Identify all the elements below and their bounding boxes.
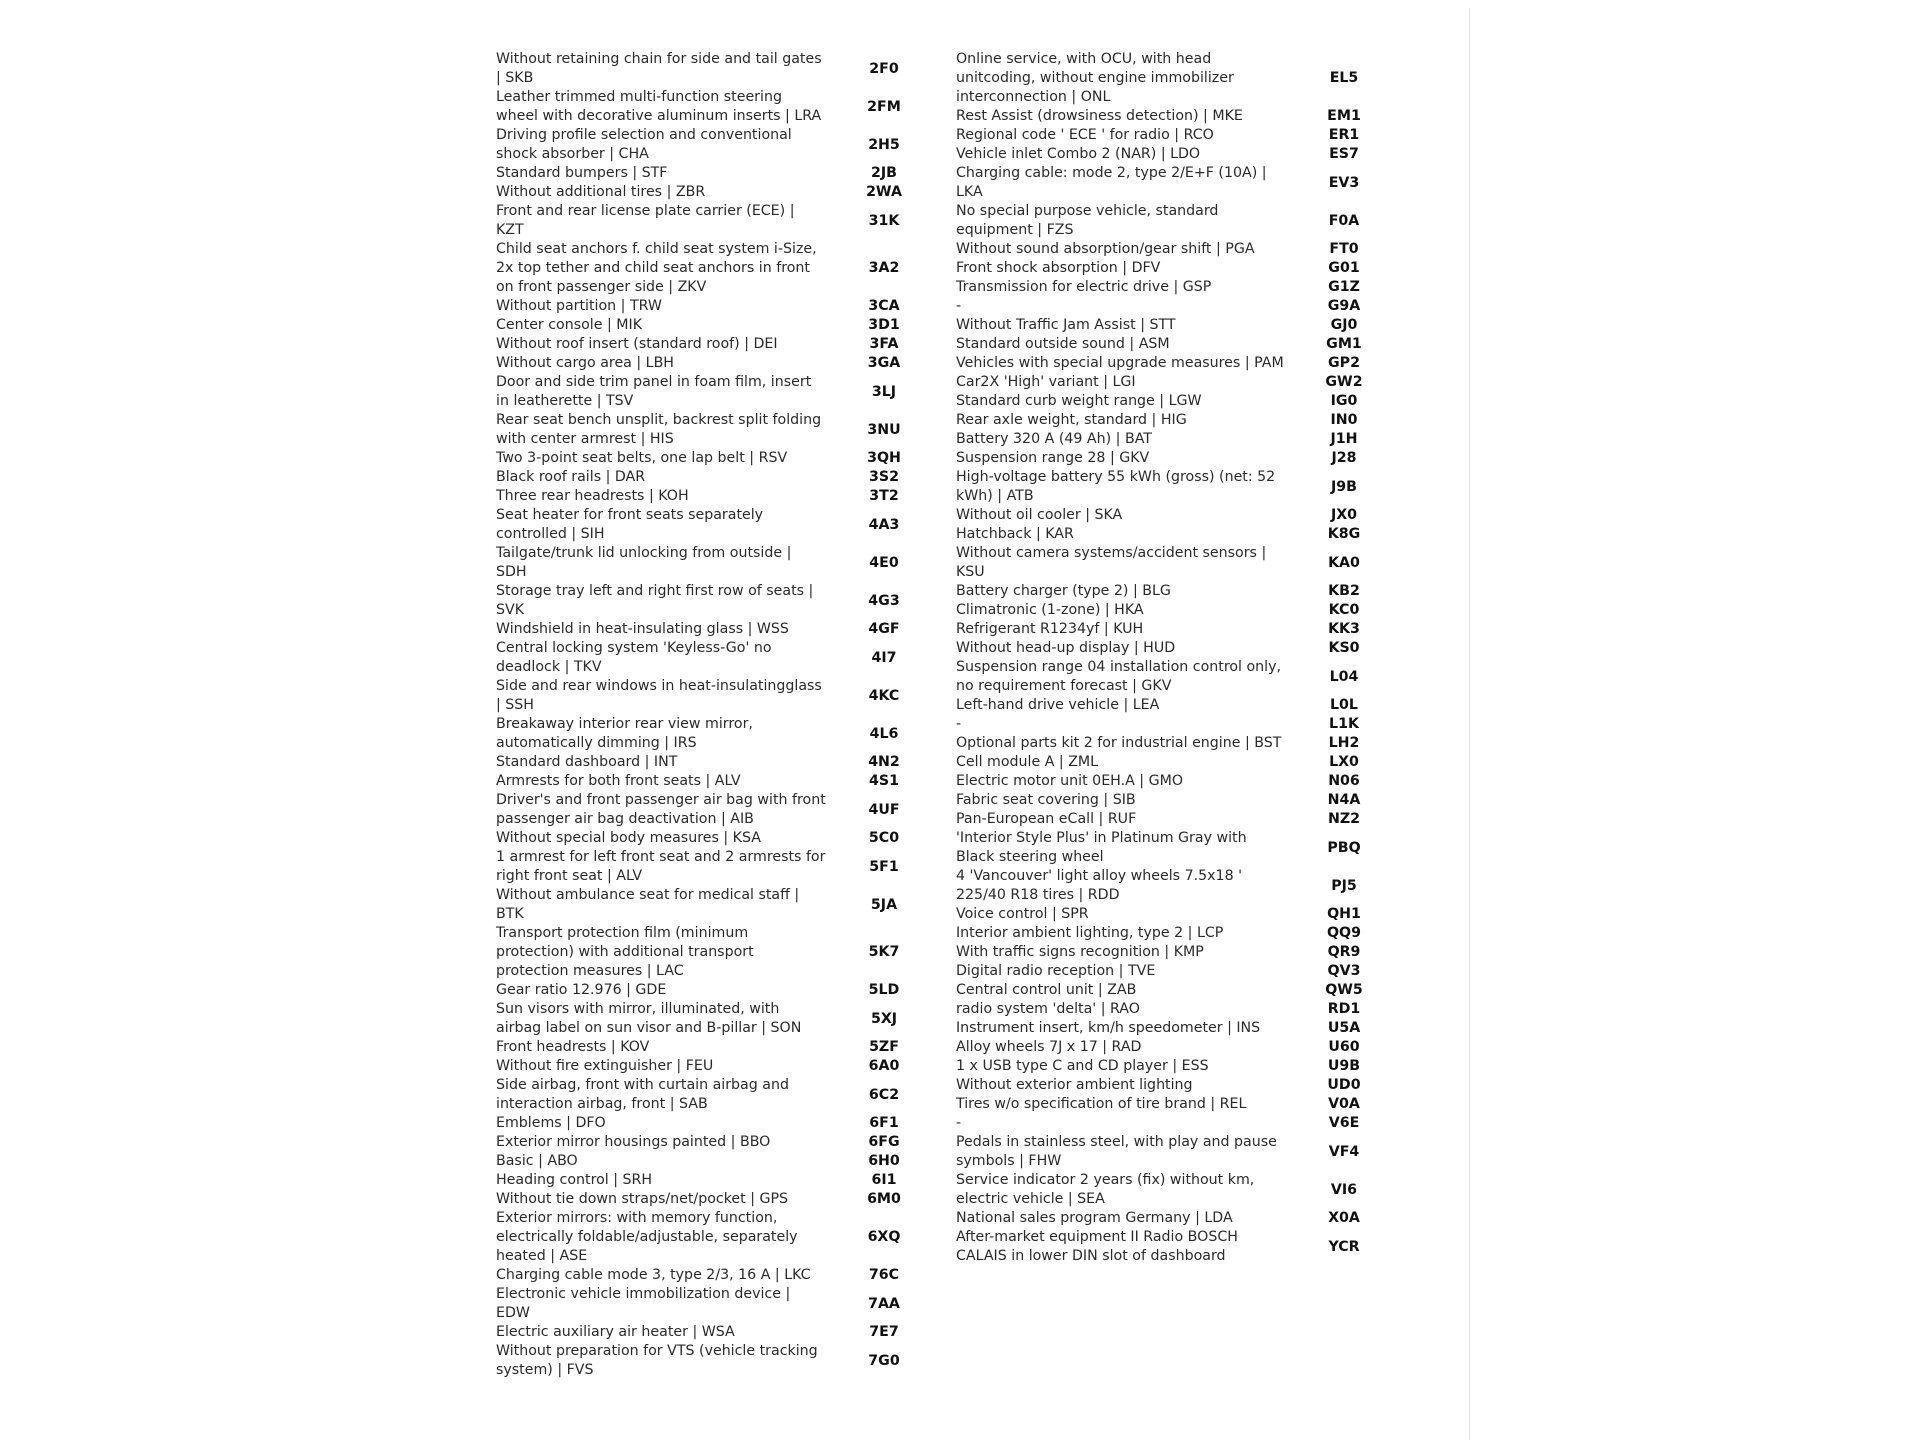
option-description: Regional code ' ECE ' for radio | RCO — [956, 127, 1214, 143]
option-code: 3A2 — [868, 260, 900, 276]
option-row — [956, 50, 1402, 107]
option-description: Leather trimmed multi-function steering wheel with decorative aluminum inserts | LRA — [496, 89, 822, 124]
option-row — [956, 924, 1402, 943]
option-description: Central locking system 'Keyless-Go' no deadlock | TKV — [496, 640, 772, 675]
option-code: QQ9 — [1327, 925, 1361, 941]
option-description: Pedals in stainless steel, with play and pause symbols | FHW — [956, 1134, 1277, 1169]
option-row — [496, 753, 942, 772]
option-row — [956, 981, 1402, 1000]
option-description: Without head-up display | HUD — [956, 640, 1176, 656]
option-description: Driving profile selection and conventional shock absorber | CHA — [496, 127, 792, 162]
option-row — [956, 601, 1402, 620]
option-row — [956, 1133, 1402, 1171]
option-description: Hatchback | KAR — [956, 526, 1074, 542]
option-row — [956, 278, 1402, 297]
option-code: 2JB — [871, 165, 897, 181]
option-description: Windshield in heat-insulating glass | WSS — [496, 621, 789, 637]
option-row — [496, 411, 942, 449]
option-row — [496, 1266, 942, 1285]
option-description: Without sound absorption/gear shift | PGA — [956, 241, 1255, 257]
option-row — [956, 449, 1402, 468]
option-description: Tailgate/trunk lid unlocking from outside | SDH — [496, 545, 792, 580]
option-row — [956, 164, 1402, 202]
option-code: YCR — [1328, 1238, 1360, 1255]
option-description: Car2X 'High' variant | LGI — [956, 374, 1136, 390]
option-code: 4N2 — [868, 754, 900, 770]
option-code: EL5 — [1329, 70, 1359, 86]
option-description: Alloy wheels 7J x 17 | RAD — [956, 1039, 1142, 1055]
option-row — [956, 297, 1402, 316]
option-code: 5LD — [868, 982, 900, 998]
option-description: - — [956, 716, 962, 732]
option-code: 2FM — [867, 98, 901, 115]
option-code: 6M0 — [867, 1191, 901, 1207]
option-code: 3NU — [867, 421, 901, 438]
option-description: Climatronic (1-zone) | HKA — [956, 602, 1144, 618]
option-row — [496, 202, 942, 240]
option-description: Door and side trim panel in foam film, insert in leatherette | TSV — [496, 374, 812, 409]
option-description: Charging cable mode 3, type 2/3, 16 A | LKC — [496, 1267, 811, 1283]
option-code: 4L6 — [869, 725, 899, 742]
option-description: Driver's and front passenger air bag with front passenger air bag deactivation | AIB — [496, 792, 826, 827]
option-code: 4GF — [868, 621, 900, 637]
option-description: Without additional tires | ZBR — [496, 184, 706, 200]
left-option-column — [496, 50, 942, 1380]
option-row — [956, 1114, 1402, 1133]
option-row — [956, 1228, 1402, 1266]
option-description: Without camera systems/accident sensors | KSU — [956, 545, 1267, 580]
option-description: Emblems | DFO — [496, 1115, 606, 1131]
option-description: Instrument insert, km/h speedometer | INS — [956, 1020, 1261, 1036]
option-code: J1H — [1330, 431, 1358, 447]
option-code: GM1 — [1326, 336, 1362, 352]
option-description: Battery charger (type 2) | BLG — [956, 583, 1171, 599]
option-code: GP2 — [1328, 355, 1360, 371]
option-description: Fabric seat covering | SIB — [956, 792, 1136, 808]
option-code: ES7 — [1329, 146, 1359, 162]
option-description: Without tie down straps/net/pocket | GPS — [496, 1191, 789, 1207]
option-row — [496, 240, 942, 297]
option-description: Heading control | SRH — [496, 1172, 653, 1188]
option-row — [956, 620, 1402, 639]
option-row — [956, 1038, 1402, 1057]
option-description: Vehicle inlet Combo 2 (NAR) | LDO — [956, 146, 1201, 162]
option-row — [956, 259, 1402, 278]
option-row — [956, 1209, 1402, 1228]
option-row — [956, 772, 1402, 791]
option-code: LX0 — [1329, 754, 1359, 770]
option-row — [956, 658, 1402, 696]
option-description: Voice control | SPR — [956, 906, 1089, 922]
option-description: 1 x USB type C and CD player | ESS — [956, 1058, 1209, 1074]
option-code: ER1 — [1328, 127, 1360, 143]
option-row — [496, 373, 942, 411]
option-row — [956, 867, 1402, 905]
option-description: After-market equipment II Radio BOSCH CALAIS in lower DIN slot of dashboard — [956, 1229, 1238, 1264]
option-code: 4UF — [868, 801, 900, 818]
option-code: V6E — [1328, 1115, 1360, 1131]
option-description: Electric auxiliary air heater | WSA — [496, 1324, 735, 1340]
option-row — [956, 316, 1402, 335]
option-row — [496, 1323, 942, 1342]
option-row — [496, 981, 942, 1000]
option-description: Pan-European eCall | RUF — [956, 811, 1137, 827]
option-description: Cell module A | ZML — [956, 754, 1099, 770]
option-row — [956, 202, 1402, 240]
option-code: UD0 — [1327, 1077, 1361, 1093]
option-row — [496, 1000, 942, 1038]
option-description: Tires w/o specification of tire brand | REL — [956, 1096, 1247, 1112]
option-code: 7AA — [868, 1295, 900, 1312]
option-row — [956, 411, 1402, 430]
option-code: J28 — [1331, 450, 1357, 466]
option-row — [496, 1209, 942, 1266]
option-row — [956, 905, 1402, 924]
option-description: Without exterior ambient lighting — [956, 1077, 1193, 1093]
option-code: F0A — [1328, 212, 1360, 229]
option-code: VF4 — [1328, 1143, 1360, 1160]
option-code: VI6 — [1330, 1181, 1358, 1198]
option-row — [496, 639, 942, 677]
option-description: High-voltage battery 55 kWh (gross) (net: 52 kWh) | ATB — [956, 469, 1276, 504]
option-code: N4A — [1327, 792, 1361, 808]
option-row — [496, 468, 942, 487]
option-row — [956, 544, 1402, 582]
option-code: G1Z — [1328, 279, 1360, 295]
option-row — [496, 1133, 942, 1152]
option-row — [496, 791, 942, 829]
option-row — [956, 240, 1402, 259]
right-option-column — [956, 50, 1402, 1266]
option-code: IN0 — [1330, 412, 1358, 428]
option-code: 6FG — [868, 1134, 900, 1150]
option-row — [956, 962, 1402, 981]
option-description: Exterior mirror housings painted | BBO — [496, 1134, 771, 1150]
option-code: 2WA — [866, 184, 902, 200]
option-code: 31K — [868, 212, 900, 229]
option-row — [496, 1038, 942, 1057]
option-code: 4G3 — [868, 592, 900, 609]
option-description: Exterior mirrors: with memory function, electrically foldable/adjustable, separately heated | ASE — [496, 1210, 798, 1264]
option-code: 3CA — [868, 298, 900, 314]
option-row — [496, 1152, 942, 1171]
option-row — [496, 183, 942, 202]
option-description: Electronic vehicle immobilization device | EDW — [496, 1286, 791, 1321]
option-row — [496, 487, 942, 506]
option-row — [496, 164, 942, 183]
option-description: Electric motor unit 0EH.A | GMO — [956, 773, 1183, 789]
option-row — [956, 506, 1402, 525]
option-row — [496, 582, 942, 620]
option-code: GJ0 — [1330, 317, 1358, 333]
option-description: Digital radio reception | TVE — [956, 963, 1156, 979]
option-code: IG0 — [1330, 393, 1358, 409]
option-row — [496, 1190, 942, 1209]
option-code: KC0 — [1328, 602, 1360, 618]
option-code: 2F0 — [869, 60, 899, 77]
option-row — [956, 639, 1402, 658]
option-description: Charging cable: mode 2, type 2/E+F (10A) | LKA — [956, 165, 1267, 200]
option-description: Left-hand drive vehicle | LEA — [956, 697, 1160, 713]
option-row — [956, 392, 1402, 411]
option-code: L04 — [1329, 668, 1359, 685]
option-row — [496, 1076, 942, 1114]
option-description: Black roof rails | DAR — [496, 469, 646, 485]
option-description: 'Interior Style Plus' in Platinum Gray with Black steering wheel — [956, 830, 1247, 865]
option-code: 6A0 — [868, 1058, 900, 1074]
option-description: Service indicator 2 years (fix) without km, electric vehicle | SEA — [956, 1172, 1255, 1207]
option-description: Front headrests | KOV — [496, 1039, 650, 1055]
option-code: J9B — [1331, 478, 1357, 495]
option-description: Suspension range 04 installation control only, no requirement forecast | GKV — [956, 659, 1282, 694]
option-description: Interior ambient lighting, type 2 | LCP — [956, 925, 1224, 941]
option-description: Front shock absorption | DFV — [956, 260, 1161, 276]
option-code: 6I1 — [871, 1172, 897, 1188]
option-code: 4I7 — [871, 649, 897, 666]
option-row — [496, 506, 942, 544]
option-code: QW5 — [1325, 982, 1363, 998]
option-code: RD1 — [1327, 1001, 1361, 1017]
option-description: Rear seat bench unsplit, backrest split folding with center armrest | HIS — [496, 412, 822, 447]
option-description: - — [956, 298, 962, 314]
option-description: Without oil cooler | SKA — [956, 507, 1123, 523]
option-description: 1 armrest for left front seat and 2 armrests for right front seat | ALV — [496, 849, 826, 884]
option-description: Front and rear license plate carrier (ECE) | KZT — [496, 203, 795, 238]
option-description: Suspension range 28 | GKV — [956, 450, 1150, 466]
page-edge-line — [1469, 8, 1470, 1440]
option-description: - — [956, 1115, 962, 1131]
option-description: Without partition | TRW — [496, 298, 662, 314]
option-row — [956, 791, 1402, 810]
option-description: Refrigerant R1234yf | KUH — [956, 621, 1144, 637]
option-row — [496, 316, 942, 335]
option-row — [496, 1285, 942, 1323]
option-row — [496, 1342, 942, 1380]
option-code: 6H0 — [868, 1153, 900, 1169]
option-description: Center console | MIK — [496, 317, 643, 333]
option-code: EV3 — [1328, 174, 1360, 191]
option-row — [956, 829, 1402, 867]
option-code: X0A — [1328, 1210, 1360, 1226]
option-row — [956, 715, 1402, 734]
option-code: PJ5 — [1331, 877, 1357, 894]
option-code: KB2 — [1328, 583, 1360, 599]
option-code: 5C0 — [868, 830, 900, 846]
option-row — [956, 1000, 1402, 1019]
option-code: L1K — [1329, 716, 1359, 732]
option-row — [496, 886, 942, 924]
option-row — [496, 354, 942, 373]
option-description: Without ambulance seat for medical staff | BTK — [496, 887, 800, 922]
option-row — [496, 677, 942, 715]
option-code: U9B — [1327, 1058, 1361, 1074]
option-code: 4A3 — [868, 516, 900, 533]
option-code: 6F1 — [869, 1115, 899, 1131]
option-code: 4S1 — [869, 773, 899, 789]
option-row — [496, 772, 942, 791]
option-code: NZ2 — [1327, 811, 1361, 827]
option-description: Rest Assist (drowsiness detection) | MKE — [956, 108, 1243, 124]
option-code: KA0 — [1328, 554, 1360, 571]
option-row — [496, 126, 942, 164]
option-description: Standard dashboard | INT — [496, 754, 678, 770]
option-code: EM1 — [1327, 108, 1361, 124]
option-code: 3LJ — [871, 383, 897, 400]
option-code: 5ZF — [869, 1039, 899, 1055]
option-row — [956, 810, 1402, 829]
option-description: Side airbag, front with curtain airbag and interaction airbag, front | SAB — [496, 1077, 789, 1112]
option-code: L0L — [1330, 697, 1358, 713]
option-row — [496, 620, 942, 639]
option-row — [956, 1076, 1402, 1095]
option-description: Three rear headrests | KOH — [496, 488, 689, 504]
option-code: GW2 — [1325, 374, 1363, 390]
option-description: Without roof insert (standard roof) | DEI — [496, 336, 778, 352]
option-description: Armrests for both front seats | ALV — [496, 773, 741, 789]
option-code: G9A — [1327, 298, 1361, 314]
option-description: Without fire extinguisher | FEU — [496, 1058, 714, 1074]
option-description: radio system 'delta' | RAO — [956, 1001, 1140, 1017]
option-description: Standard bumpers | STF — [496, 165, 668, 181]
option-row — [956, 753, 1402, 772]
option-row — [496, 544, 942, 582]
option-code: U5A — [1327, 1020, 1361, 1036]
option-code: QH1 — [1327, 906, 1361, 922]
option-description: Breakaway interior rear view mirror, automatically dimming | IRS — [496, 716, 753, 751]
option-row — [956, 373, 1402, 392]
option-row — [496, 449, 942, 468]
option-code: 6XQ — [867, 1229, 901, 1245]
option-row — [956, 1019, 1402, 1038]
option-description: Without preparation for VTS (vehicle tracking system) | FVS — [496, 1343, 818, 1378]
option-row — [956, 354, 1402, 373]
option-code: LH2 — [1328, 735, 1360, 751]
option-row — [956, 1171, 1402, 1209]
option-row — [496, 829, 942, 848]
option-row — [496, 1114, 942, 1133]
option-code: 5F1 — [869, 858, 899, 875]
option-code: G01 — [1328, 260, 1360, 276]
option-code: K8G — [1327, 526, 1361, 542]
option-code: 7G0 — [868, 1352, 900, 1369]
option-description: Basic | ABO — [496, 1153, 578, 1169]
option-description: National sales program Germany | LDA — [956, 1210, 1233, 1226]
option-code: KS0 — [1328, 640, 1360, 656]
option-description: Transmission for electric drive | GSP — [956, 279, 1212, 295]
option-row — [956, 430, 1402, 449]
option-code: 3D1 — [868, 317, 900, 333]
option-code: 6C2 — [868, 1086, 900, 1103]
option-code: 3GA — [867, 355, 901, 371]
option-row — [496, 50, 942, 88]
option-row — [956, 145, 1402, 164]
option-row — [956, 126, 1402, 145]
option-row — [956, 696, 1402, 715]
option-row — [956, 734, 1402, 753]
option-description: Standard curb weight range | LGW — [956, 393, 1202, 409]
option-code: 5K7 — [868, 944, 900, 960]
option-description: Child seat anchors f. child seat system i-Size, 2x top tether and child seat anchors in front on front passenger side | ZKV — [496, 241, 817, 295]
option-row — [496, 924, 942, 981]
option-code: 3S2 — [869, 469, 899, 485]
option-description: Side and rear windows in heat-insulatingglass | SSH — [496, 678, 822, 713]
option-row — [956, 525, 1402, 544]
option-row — [956, 335, 1402, 354]
option-row — [496, 88, 942, 126]
option-code: 4E0 — [869, 554, 899, 571]
option-description: Without cargo area | LBH — [496, 355, 674, 371]
option-row — [496, 1171, 942, 1190]
option-code: 2H5 — [868, 136, 900, 153]
option-code: 5XJ — [870, 1010, 898, 1027]
option-description: Battery 320 A (49 Ah) | BAT — [956, 431, 1152, 447]
option-description: Central control unit | ZAB — [956, 982, 1137, 998]
option-code: 4KC — [868, 687, 900, 704]
option-row — [496, 715, 942, 753]
option-description: No special purpose vehicle, standard equipment | FZS — [956, 203, 1219, 238]
option-row — [956, 107, 1402, 126]
option-code: PBQ — [1327, 839, 1361, 856]
option-code: JX0 — [1330, 507, 1358, 523]
option-code: 5JA — [870, 896, 898, 913]
option-description: Online service, with OCU, with head unitcoding, without engine immobilizer interconnection | ONL — [956, 51, 1234, 105]
option-code: QV3 — [1327, 963, 1361, 979]
option-description: Optional parts kit 2 for industrial engine | BST — [956, 735, 1282, 751]
option-row — [496, 335, 942, 354]
option-description: Vehicles with special upgrade measures | PAM — [956, 355, 1284, 371]
option-row — [956, 1057, 1402, 1076]
option-description: Rear axle weight, standard | HIG — [956, 412, 1187, 428]
option-row — [496, 848, 942, 886]
option-description: Standard outside sound | ASM — [956, 336, 1170, 352]
option-description: Without retaining chain for side and tail gates | SKB — [496, 51, 822, 86]
option-code: 3QH — [867, 450, 901, 466]
option-row — [496, 297, 942, 316]
option-code: U60 — [1328, 1039, 1360, 1055]
option-code: 76C — [868, 1267, 900, 1283]
option-row — [956, 943, 1402, 962]
option-row — [956, 468, 1402, 506]
option-code: KK3 — [1328, 621, 1360, 637]
option-code: QR9 — [1327, 944, 1361, 960]
option-code: 7E7 — [869, 1324, 899, 1340]
option-code: N06 — [1328, 773, 1360, 789]
option-description: Transport protection film (minimum protection) with additional transport protection measures | LAC — [496, 925, 754, 979]
option-description: Seat heater for front seats separately controlled | SIH — [496, 507, 764, 542]
option-row — [956, 1095, 1402, 1114]
option-description: Two 3-point seat belts, one lap belt | RSV — [496, 450, 788, 466]
option-row — [496, 1057, 942, 1076]
option-description: 4 'Vancouver' light alloy wheels 7.5x18 ' 225/40 R18 tires | RDD — [956, 868, 1243, 903]
option-description: Without Traffic Jam Assist | STT — [956, 317, 1176, 333]
option-description: Sun visors with mirror, illuminated, with airbag label on sun visor and B-pillar | SON — [496, 1001, 802, 1036]
option-row — [956, 582, 1402, 601]
option-description: With traffic signs recognition | KMP — [956, 944, 1204, 960]
option-code: FT0 — [1329, 241, 1359, 257]
option-description: Gear ratio 12.976 | GDE — [496, 982, 667, 998]
option-description: Without special body measures | KSA — [496, 830, 761, 846]
option-code: V0A — [1328, 1096, 1360, 1112]
option-code: 3FA — [869, 336, 899, 352]
option-description: Storage tray left and right first row of seats | SVK — [496, 583, 814, 618]
option-code: 3T2 — [869, 488, 899, 504]
